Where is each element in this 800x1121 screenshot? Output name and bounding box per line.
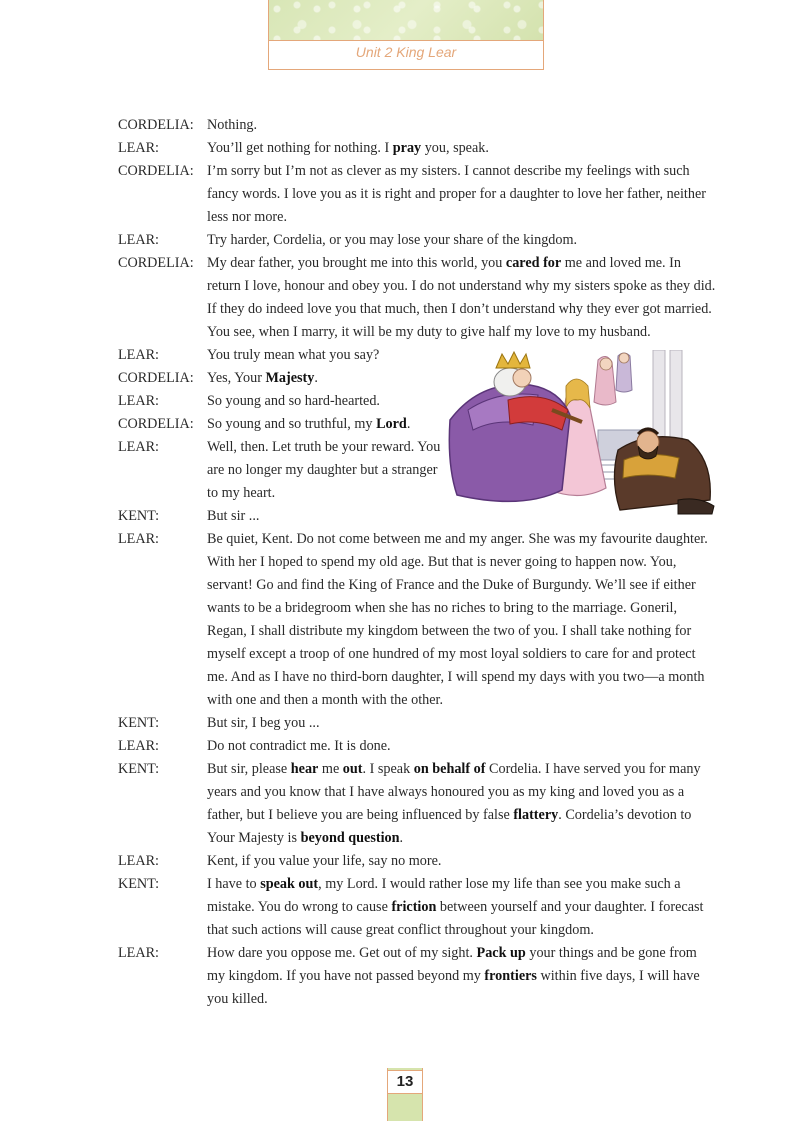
speech-text [207, 850, 718, 873]
speech-text [207, 436, 447, 505]
speech-segment: within five days, I will have you killed. [207, 968, 700, 1007]
speech-segment: I have to [207, 876, 261, 892]
unit-title: Unit 2 King Lear [355, 44, 457, 60]
speaker-name: CORDELIA: [118, 163, 194, 179]
vocabulary-word: Lord [376, 416, 407, 432]
speech-text [207, 114, 718, 137]
speech-segment: Kent, if you value your life, say no more. [207, 853, 442, 869]
speech-segment: But sir ... [207, 508, 260, 524]
speech-segment: Yes, Your [207, 370, 266, 386]
speech-segment: . [314, 370, 318, 386]
speaker-name: CORDELIA: [118, 416, 194, 432]
king-lear-illustration [448, 350, 716, 515]
vocabulary-word: speak out [260, 876, 319, 892]
vocabulary-word: flattery [513, 807, 559, 823]
speech-segment: me and loved me. In return I love, honour and obey you. I do not understand why my sisters spoke as they did. If they do indeed love you that much, then I don’t understand why they ever got married. You see, when I marry, it will be my duty to give half my love to my husband. [207, 255, 716, 340]
speech-segment: Do not contradict me. It is done. [207, 738, 391, 754]
speech-segment: your things and be gone from my kingdom. If you have not passed beyond my [207, 945, 697, 984]
vocabulary-word: hear [290, 761, 319, 777]
speaker-name: LEAR: [118, 531, 159, 547]
speech-segment: . I speak [362, 761, 414, 777]
page-number: 13 [387, 1070, 423, 1094]
speech-text [207, 712, 718, 735]
speech-segment: . [399, 830, 404, 846]
dialogue-line [118, 528, 718, 712]
speech-segment: . Cordelia’s devotion to Your Majesty is [207, 807, 692, 846]
dialogue-line [118, 160, 718, 229]
dialogue-line [118, 229, 718, 252]
dialogue-line [118, 942, 718, 1011]
vocabulary-word: cared for [505, 255, 562, 271]
speech-text [207, 942, 718, 1011]
speaker-name: LEAR: [118, 393, 159, 409]
speech-segment: me [318, 761, 343, 777]
vocabulary-word: Majesty [265, 370, 315, 386]
speaker-name: CORDELIA: [118, 117, 194, 133]
speaker-name: KENT: [118, 715, 160, 731]
vocabulary-word: out [342, 761, 363, 777]
speech-segment: Be quiet, Kent. Do not come between me and my anger. She was my favourite daughter. With her I hoped to spend my old age. But that is never going to happen now. You, servant! Go and find the King of France and the Duke of Burgundy. We’ll see if either wants to be a bridegroom when she has no riches to bring to the marriage. Goneril, Regan, I shall distribute my kingdom between the two of you. I shall take nothing for myself except a troop of one hundred of my most loyal soldiers to care for and protect me. And as I have no third-born daughter, I will spend my days with you two—a month with one and then a month with the other. [207, 531, 708, 708]
vocabulary-word: Pack up [476, 945, 526, 961]
speech-text [207, 528, 718, 712]
speech-segment: My dear father, you brought me into this world, you [207, 255, 506, 271]
vocabulary-word: on behalf of [413, 761, 486, 777]
speaker-name: LEAR: [118, 738, 159, 754]
dialogue-line [118, 712, 718, 735]
speech-segment: So young and so truthful, my [207, 416, 377, 432]
speech-segment: But sir, please [207, 761, 291, 777]
speaker-name: KENT: [118, 761, 160, 777]
vocabulary-word: friction [391, 899, 437, 915]
speaker-name: LEAR: [118, 140, 159, 156]
vocabulary-word: beyond question [300, 830, 400, 846]
speech-text [207, 229, 718, 252]
speech-segment: , my Lord. I would rather lose my life than see you make such a mistake. You do wrong to cause [207, 876, 681, 915]
speaker-name: LEAR: [118, 853, 159, 869]
speech-text [207, 252, 718, 344]
vocabulary-word: frontiers [484, 968, 537, 984]
speech-segment: You truly mean what you say? [207, 347, 380, 363]
dialogue-line [118, 114, 718, 137]
speech-segment: Nothing. [207, 117, 258, 133]
speech-segment: between yourself and your daughter. I forecast that such actions will cause great conflict throughout your kingdom. [207, 899, 704, 938]
speech-segment: you, speak. [421, 140, 489, 156]
speaker-name: LEAR: [118, 347, 159, 363]
speaker-name: LEAR: [118, 439, 159, 455]
dialogue-line [118, 735, 718, 758]
dialogue-line [118, 252, 718, 344]
speech-segment: So young and so hard-hearted. [207, 393, 380, 409]
speech-segment: Well, then. Let truth be your reward. You are no longer my daughter but a stranger to my heart. [207, 439, 441, 501]
dialogue-line [118, 137, 718, 160]
header-texture [269, 0, 543, 41]
speaker-name: LEAR: [118, 945, 159, 961]
speech-segment: How dare you oppose me. Get out of my sight. [207, 945, 477, 961]
speech-segment: But sir, I beg you ... [207, 715, 320, 731]
speech-segment: . [406, 416, 411, 432]
dialogue-line [118, 758, 718, 850]
speaker-name: KENT: [118, 508, 160, 524]
speaker-name: KENT: [118, 876, 160, 892]
speech-segment: I’m sorry but I’m not as clever as my sisters. I cannot describe my feelings with such fancy words. I love you as it is right and proper for a daughter to love her father, neither less nor more. [207, 163, 706, 225]
speech-text [207, 137, 718, 160]
dialogue-line [118, 873, 718, 942]
unit-header [268, 0, 544, 70]
play-dialogue [118, 114, 718, 1011]
speaker-name: LEAR: [118, 232, 159, 248]
speech-text [207, 735, 718, 758]
speaker-name: CORDELIA: [118, 370, 194, 386]
vocabulary-word: pray [392, 140, 422, 156]
speaker-name: CORDELIA: [118, 255, 194, 271]
speech-segment: You’ll get nothing for nothing. I [207, 140, 393, 156]
speech-text [207, 758, 718, 850]
speech-text [207, 160, 718, 229]
dialogue-line [118, 850, 718, 873]
speech-segment: Cordelia. I have served you for many years and you know that I have always honoured you as my king and loved you as a father, but I believe you are being influenced by false [207, 761, 701, 823]
speech-text [207, 873, 718, 942]
speech-segment: Try harder, Cordelia, or you may lose your share of the kingdom. [207, 232, 578, 248]
